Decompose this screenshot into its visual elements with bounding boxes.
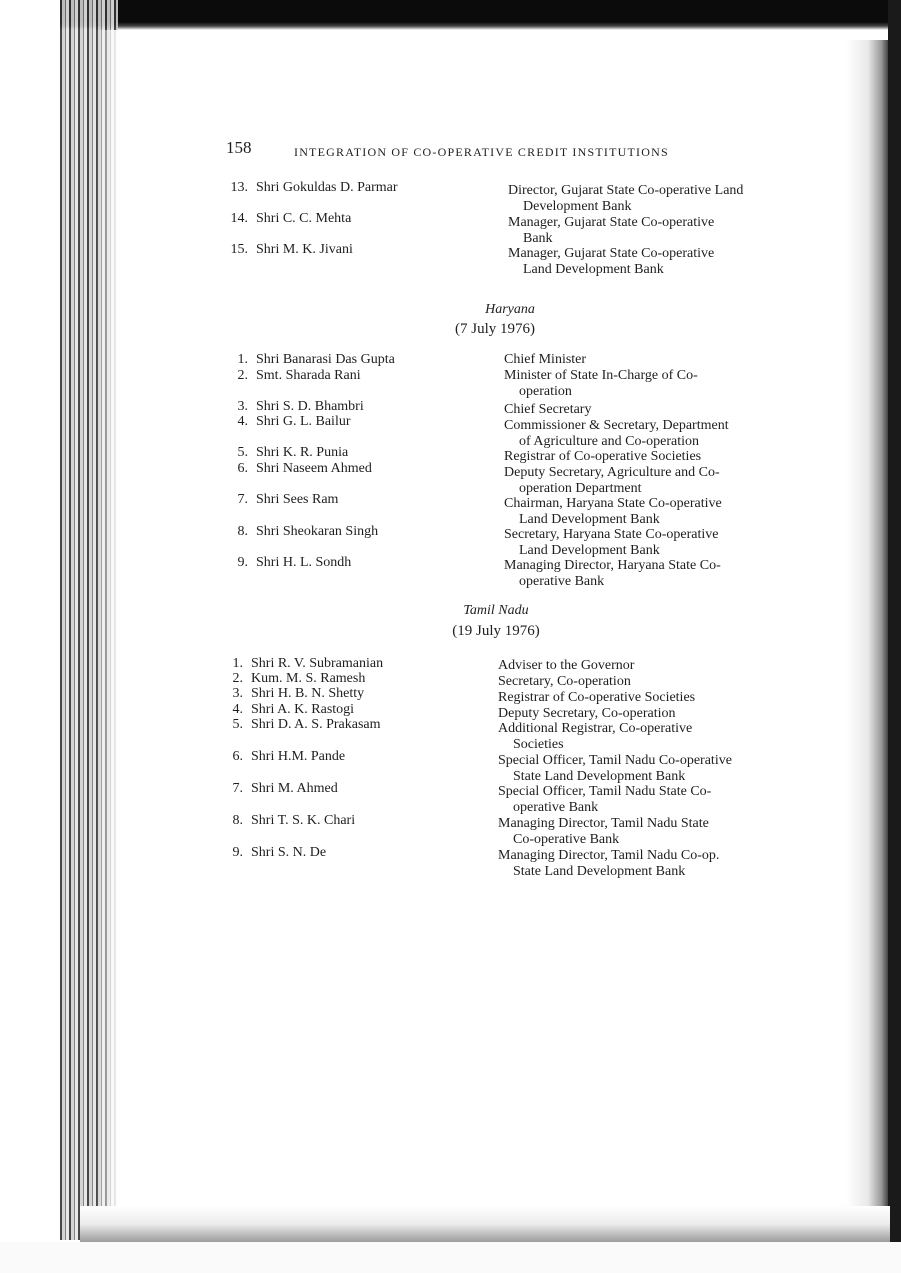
page-header (226, 138, 726, 162)
member-designation: Registrar of Co-operative Societies (498, 690, 696, 705)
member-name: 3. Shri S. D. Bhambri (237, 399, 364, 414)
member-name: 1. Shri R. V. Subramanian (232, 656, 384, 671)
member-designation: Managing Director, Haryana State Co- operative Bank (504, 558, 721, 589)
member-name: 8. Shri Sheokaran Singh (237, 524, 379, 539)
member-designation: Secretary, Haryana State Co-operative Land Development Bank (504, 527, 719, 558)
member-designation: Secretary, Co-operation (498, 674, 631, 689)
member-designation: Minister of State In-Charge of Co- operation (504, 368, 698, 399)
member-designation: Registrar of Co-operative Societies (504, 449, 702, 464)
section-title-tamil-nadu: Tamil Nadu (463, 603, 529, 618)
member-designation: Commissioner & Secretary, Department of Agriculture and Co-operation (504, 418, 729, 449)
member-name: 6. Shri H.M. Pande (232, 749, 346, 764)
member-name: 4. Shri G. L. Bailur (237, 414, 351, 429)
member-name: 6. Shri Naseem Ahmed (237, 461, 372, 476)
member-name: 2. Kum. M. S. Ramesh (232, 671, 366, 686)
member-name: 5. Shri D. A. S. Prakasam (232, 717, 381, 732)
member-name: 5. Shri K. R. Punia (237, 445, 349, 460)
member-name: 1. Shri Banarasi Das Gupta (237, 352, 395, 367)
member-designation: Chief Secretary (504, 402, 592, 417)
member-designation: Managing Director, Tamil Nadu State Co-operative Bank (498, 816, 709, 847)
member-name: 8. Shri T. S. K. Chari (232, 813, 356, 828)
page-number: 158 (226, 138, 252, 157)
member-name: 9. Shri H. L. Sondh (237, 555, 352, 570)
member-designation: Special Officer, Tamil Nadu Co-operative State Land Development Bank (498, 753, 732, 784)
member-designation: Director, Gujarat State Co-operative Land Development Bank (508, 183, 744, 214)
member-designation: Manager, Gujarat State Co-operative Land Development Bank (508, 246, 715, 277)
member-name: 13. Shri Gokuldas D. Parmar (230, 180, 398, 195)
member-designation: Manager, Gujarat State Co-operative Bank (508, 215, 715, 246)
member-name: 7. Shri Sees Ram (237, 492, 339, 507)
member-designation: Chairman, Haryana State Co-operative Land Development Bank (504, 496, 722, 527)
member-name: 4. Shri A. K. Rastogi (232, 702, 355, 717)
member-designation: Deputy Secretary, Co-operation (498, 706, 676, 721)
member-name: 7. Shri M. Ahmed (232, 781, 338, 796)
member-name: 3. Shri H. B. N. Shetty (232, 686, 365, 701)
section-date-haryana: (7 July 1976) (455, 321, 535, 337)
member-designation: Chief Minister (504, 352, 587, 367)
member-name: 2. Smt. Sharada Rani (237, 368, 361, 383)
member-name: 14. Shri C. C. Mehta (230, 211, 352, 226)
member-designation: Adviser to the Governor (498, 658, 635, 673)
member-name: 9. Shri S. N. De (232, 845, 327, 860)
running-title: INTEGRATION OF CO-OPERATIVE CREDIT INSTITUTIONS (294, 145, 669, 159)
section-date-tamil-nadu: (19 July 1976) (452, 623, 540, 639)
section-title-haryana: Haryana (485, 302, 535, 317)
member-designation: Additional Registrar, Co-operative Societies (498, 721, 693, 752)
member-name: 15. Shri M. K. Jivani (230, 242, 353, 257)
member-designation: Deputy Secretary, Agriculture and Co- operation Department (504, 465, 720, 496)
member-designation: Special Officer, Tamil Nadu State Co- operative Bank (498, 784, 712, 815)
member-designation: Managing Director, Tamil Nadu Co-op. State Land Development Bank (498, 848, 720, 879)
